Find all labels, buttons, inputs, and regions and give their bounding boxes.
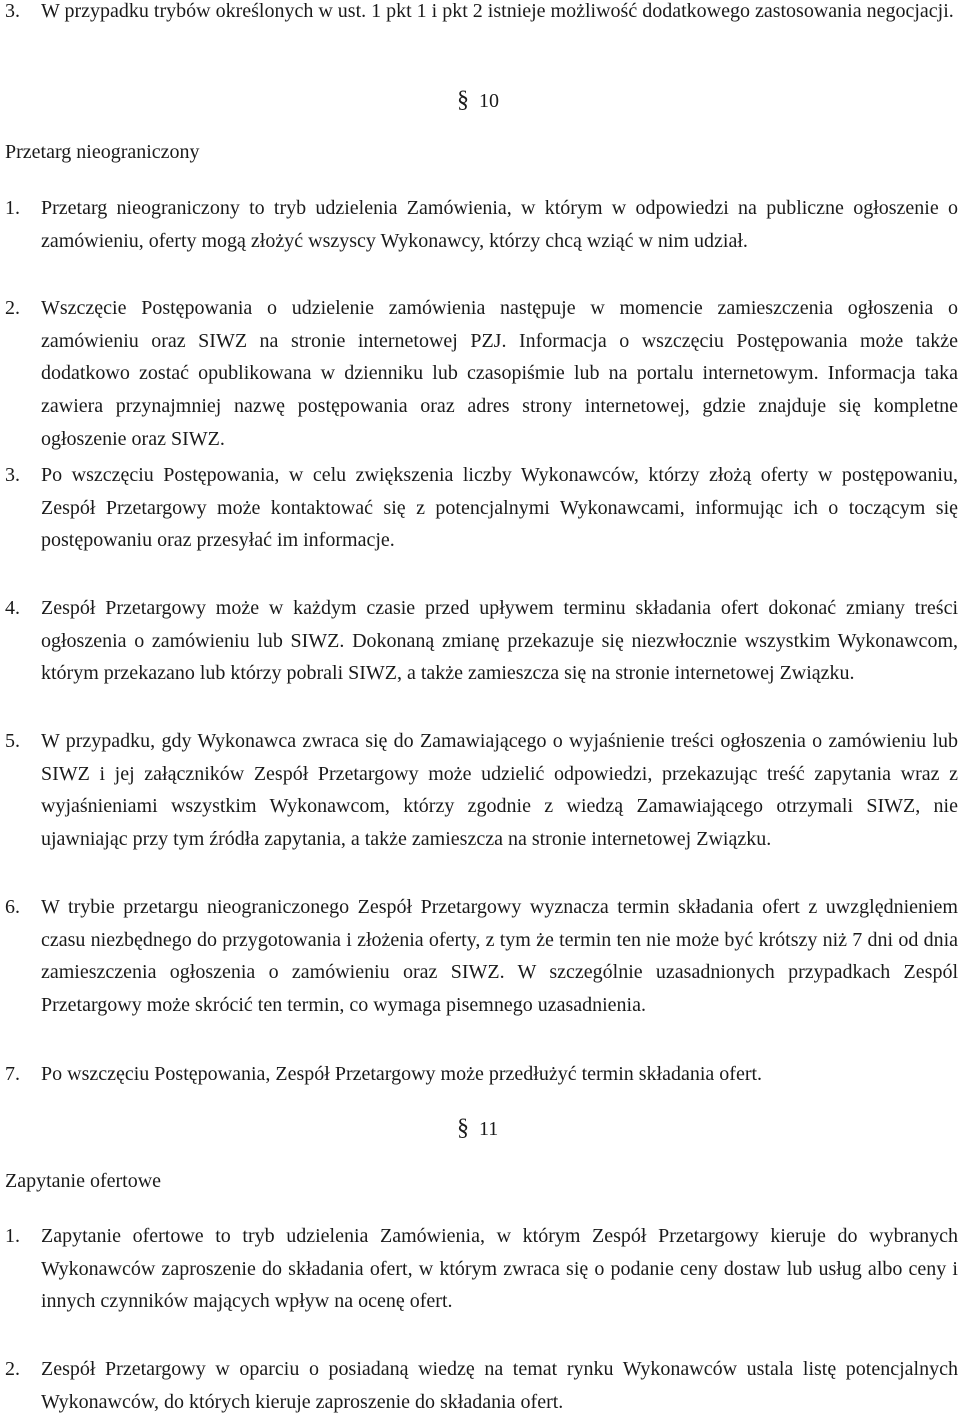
item-number: 6.: [5, 896, 20, 918]
item-number: 3.: [5, 0, 20, 22]
item-number: 5.: [5, 730, 20, 752]
item-number: 1.: [5, 1225, 20, 1247]
list-item: [0, 1058, 958, 1091]
list-item: [0, 292, 958, 456]
section-number: 10: [479, 90, 499, 112]
section-sign: §: [457, 1115, 469, 1141]
list-item: [0, 725, 958, 856]
item-text: Zespół Przetargowy w oparciu o posiadaną wiedzę na temat rynku Wykonawców ustala listę potencjalnych Wykonawców, do których kieruje zaproszenie do składania ofert.: [41, 1358, 958, 1413]
section-mark: [457, 84, 499, 117]
list-item: [0, 0, 958, 28]
list-item: [0, 592, 958, 690]
section-number: 11: [479, 1118, 499, 1140]
item-number: 1.: [5, 197, 20, 219]
list-item: [0, 1353, 958, 1418]
item-text: Zapytanie ofertowe to tryb udzielenia Zamówienia, w którym Zespół Przetargowy kieruje do wybranych Wykonawców zaproszenie do składania ofert, w którym zwraca się o podanie ceny dostaw lub usług albo ceny i innych czynników mających wpływ na ocenę ofert.: [41, 1225, 958, 1313]
item-text: W przypadku, gdy Wykonawca zwraca się do Zamawiającego o wyjaśnienie treści ogłoszenia o zamówieniu lub SIWZ i jej załączników Zespół Przetargowy może udzielić odpowiedzi, przekazując treść zapytania wraz z wyjaśnieniami wszystkim Wykonawcom, którzy zgodnie z wiedzą Zamawiającego otrzymali SIWZ, nie ujawniając przy tym źródła zapytania, a także zamieszcza na stronie internetowej Związku.: [41, 730, 958, 851]
item-number: 4.: [5, 597, 20, 619]
list-item: [0, 459, 958, 557]
section-sign: §: [457, 87, 469, 113]
list-item: [0, 891, 958, 1022]
section-title: Zapytanie ofertowe: [5, 1170, 162, 1192]
item-text: Po wszczęciu Postępowania, w celu zwiększenia liczby Wykonawców, którzy złożą oferty w postępowaniu, Zespół Przetargowy może kontaktować się z potencjalnymi Wykonawcami, informując ich o toczącym się postępowaniu oraz przesyłać im informacje.: [41, 464, 958, 552]
section-mark: [457, 1112, 498, 1145]
item-text: W trybie przetargu nieograniczonego Zespół Przetargowy wyznacza termin składania ofert z uwzględnieniem czasu niezbędnego do przygotowania i złożenia oferty, z tym że termin ten nie może być krótszy niż 7 dni od dnia zamieszczenia ogłoszenia o zamówieniu oraz SIWZ. W szczególnie uzasadnionych przypadkach Zespól Przetargowy może skrócić ten termin, co wymaga pisemnego uzasadnienia.: [41, 896, 958, 1017]
item-number: 3.: [5, 464, 20, 486]
item-number: 7.: [5, 1063, 20, 1085]
item-number: 2.: [5, 297, 20, 319]
item-text: Wszczęcie Postępowania o udzielenie zamówienia następuje w momencie zamieszczenia ogłoszenia o zamówieniu oraz SIWZ na stronie internetowej PZJ. Informacja o wszczęciu Postępowania może także dodatkowo zostać opublikowana w dzienniku lub czasopiśmie lub na portalu internetowym. Informacja taka zawiera przynajmniej nazwę postępowania oraz adres strony internetowej, gdzie znajduje się kompletne ogłoszenie oraz SIWZ.: [41, 297, 958, 450]
item-number: 2.: [5, 1358, 20, 1380]
section-title: Przetarg nieograniczony: [5, 141, 200, 163]
item-text: Przetarg nieograniczony to tryb udzielenia Zamówienia, w którym w odpowiedzi na publiczne ogłoszenie o zamówieniu, oferty mogą złożyć wszyscy Wykonawcy, którzy chcą wziąć w nim udział.: [41, 197, 958, 252]
item-text: W przypadku trybów określonych w ust. 1 pkt 1 i pkt 2 istnieje możliwość dodatkowego zastosowania negocjacji.: [41, 0, 954, 22]
list-item: [0, 1220, 958, 1318]
list-item: [0, 192, 958, 257]
item-text: Po wszczęciu Postępowania, Zespół Przetargowy może przedłużyć termin składania ofert.: [41, 1063, 763, 1085]
item-text: Zespół Przetargowy może w każdym czasie przed upływem terminu składania ofert dokonać zmiany treści ogłoszenia o zamówieniu lub SIWZ. Dokonaną zmianę przekazuje się niezwłocznie wszystkim Wykonawcom, którym przekazano lub którzy pobrali SIWZ, a także zamieszcza się na stronie internetowej Związku.: [41, 597, 958, 685]
